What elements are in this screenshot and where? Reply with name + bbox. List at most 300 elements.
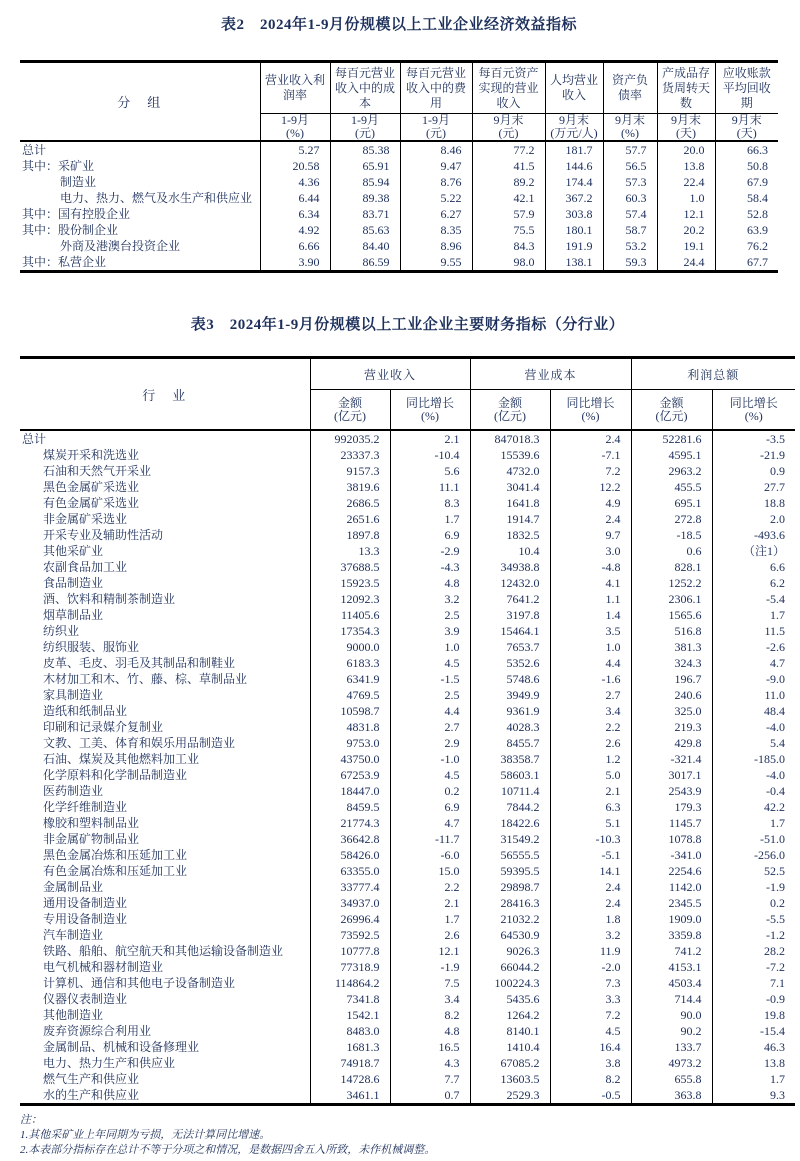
table-row [20, 911, 795, 927]
cell-value: 4831.8 [310, 719, 390, 735]
row-label: 酒、饮料和精制茶制造业 [43, 592, 176, 606]
cell-value: 66044.2 [470, 959, 550, 975]
table-row [20, 655, 795, 671]
row-label: 其中：国有控股企业 [22, 207, 131, 221]
cell-value: 2.7 [390, 719, 470, 735]
row-label: 文教、工美、体育和娱乐用品制造业 [43, 736, 236, 750]
cell-value: 8.2 [550, 1071, 631, 1087]
cell-value: 13.3 [310, 543, 390, 559]
cell-value: 1.8 [550, 911, 631, 927]
table-row [20, 447, 795, 463]
row-label: 专用设备制造业 [43, 912, 128, 926]
cell-value: 180.1 [545, 222, 603, 238]
cell-value: 9000.0 [310, 639, 390, 655]
cell-value: 33777.4 [310, 879, 390, 895]
cell-value: 13.8 [712, 1055, 795, 1071]
cell-value: -185.0 [712, 751, 795, 767]
cell-value: 2.5 [390, 687, 470, 703]
row-label: 电力、热力生产和供应业 [43, 1056, 176, 1070]
column-header: 应收账款平均回收期 [715, 62, 778, 114]
cell-value: 11.5 [712, 623, 795, 639]
cell-value: 8455.7 [470, 735, 550, 751]
cell-value: 1914.7 [470, 511, 550, 527]
cell-value: 85.94 [330, 174, 400, 190]
cell-value: 1.0 [550, 639, 631, 655]
table3-financial-indicators [20, 356, 795, 1106]
row-label: 黑色金属矿采选业 [43, 480, 140, 494]
cell-value: 6.27 [400, 206, 472, 222]
cell-value: 43750.0 [310, 751, 390, 767]
cell-value: 181.7 [545, 141, 603, 158]
cell-value: 12.1 [390, 943, 470, 959]
cell-value: -9.0 [712, 671, 795, 687]
cell-value: 4028.3 [470, 719, 550, 735]
cell-value: 11.9 [550, 943, 631, 959]
table-row [20, 607, 795, 623]
cell-value: 2963.2 [631, 463, 712, 479]
row-label: 通用设备制造业 [43, 896, 128, 910]
cell-value: 2543.9 [631, 783, 712, 799]
table-row [20, 751, 795, 767]
cell-value: 455.5 [631, 479, 712, 495]
table-row [20, 879, 795, 895]
cell-value: 7653.7 [470, 639, 550, 655]
cell-value: 3461.1 [310, 1087, 390, 1105]
cell-value: 363.8 [631, 1087, 712, 1105]
cell-value: 4503.4 [631, 975, 712, 991]
cell-value: 4.9 [550, 495, 631, 511]
cell-value: 2.6 [390, 927, 470, 943]
cell-value: -11.7 [390, 831, 470, 847]
cell-value: 10777.8 [310, 943, 390, 959]
cell-value: 41.5 [472, 158, 545, 174]
cell-value: 8.35 [400, 222, 472, 238]
table-row [20, 1039, 795, 1055]
cell-value: 4.5 [390, 655, 470, 671]
cell-value: 50.8 [715, 158, 778, 174]
cell-value: 324.3 [631, 655, 712, 671]
cell-value: 3.5 [550, 623, 631, 639]
row-label: 其中：私营企业 [22, 255, 107, 269]
cell-value: 1897.8 [310, 527, 390, 543]
row-label: 黑色金属冶炼和压延加工业 [43, 848, 188, 862]
table-row [20, 943, 795, 959]
cell-value: 3359.8 [631, 927, 712, 943]
cell-value: -1.5 [390, 671, 470, 687]
cell-value: 138.1 [545, 254, 603, 272]
table2-economic-indicators [20, 60, 778, 273]
cell-value: 13.8 [657, 158, 715, 174]
cell-value: 13603.5 [470, 1071, 550, 1087]
row-label: 食品制造业 [43, 576, 104, 590]
cell-value: 133.7 [631, 1039, 712, 1055]
table-row [20, 767, 795, 783]
cell-value: 2529.3 [470, 1087, 550, 1105]
table2-row-header: 分 组 [20, 62, 260, 142]
cell-value: 10.4 [470, 543, 550, 559]
table-row [20, 1087, 795, 1105]
cell-value: 77318.9 [310, 959, 390, 975]
table-row [20, 703, 795, 719]
cell-value: -1.9 [712, 879, 795, 895]
cell-value: 34937.0 [310, 895, 390, 911]
cell-value: -4.8 [550, 559, 631, 575]
column-header: 资产负债率 [603, 62, 657, 114]
table-row [20, 463, 795, 479]
cell-value: 60.3 [603, 190, 657, 206]
cell-value: 429.8 [631, 735, 712, 751]
row-label: 有色金属冶炼和压延加工业 [43, 864, 188, 878]
cell-value: 303.8 [545, 206, 603, 222]
table-row [20, 591, 795, 607]
row-label: 燃气生产和供应业 [43, 1072, 140, 1086]
cell-value: 34938.8 [470, 559, 550, 575]
cell-value: 2.5 [390, 607, 470, 623]
row-label: 电力、热力、燃气及水生产和供应业 [60, 191, 253, 205]
cell-value: 15539.6 [470, 447, 550, 463]
cell-value: 65.91 [330, 158, 400, 174]
cell-value: 58603.1 [470, 767, 550, 783]
cell-value: 3.2 [550, 927, 631, 943]
cell-value: 3.2 [390, 591, 470, 607]
table-row [20, 831, 795, 847]
cell-value: 2.4 [550, 895, 631, 911]
cell-value: 57.7 [603, 141, 657, 158]
cell-value: 86.59 [330, 254, 400, 272]
cell-value: -5.5 [712, 911, 795, 927]
cell-value: 714.4 [631, 991, 712, 1007]
subcolumn-header: 金额 (亿元) [631, 390, 712, 431]
cell-value: -341.0 [631, 847, 712, 863]
row-label: 其中：采矿业 [22, 159, 95, 173]
cell-value: 3.90 [260, 254, 330, 272]
row-label: 金属制品业 [43, 880, 104, 894]
cell-value: 7.5 [390, 975, 470, 991]
row-label: 煤炭开采和洗选业 [43, 448, 140, 462]
cell-value: -0.9 [712, 991, 795, 1007]
cell-value: 20.2 [657, 222, 715, 238]
cell-value: 4595.1 [631, 447, 712, 463]
cell-value: 114864.2 [310, 975, 390, 991]
cell-value: 196.7 [631, 671, 712, 687]
row-label: 电气机械和器材制造业 [43, 960, 164, 974]
cell-value: 6183.3 [310, 655, 390, 671]
cell-value: 85.38 [330, 141, 400, 158]
cell-value: 8483.0 [310, 1023, 390, 1039]
cell-value: 36642.8 [310, 831, 390, 847]
cell-value: 31549.2 [470, 831, 550, 847]
row-label: 制造业 [60, 175, 97, 189]
cell-value: 6.9 [390, 527, 470, 543]
cell-value: 18447.0 [310, 783, 390, 799]
cell-value: 2686.5 [310, 495, 390, 511]
row-label: 化学纤维制造业 [43, 800, 128, 814]
cell-value: 59395.5 [470, 863, 550, 879]
table-row [20, 222, 778, 238]
cell-value: 4.7 [390, 815, 470, 831]
table-row [20, 1007, 795, 1023]
table-row [20, 639, 795, 655]
cell-value: 4732.0 [470, 463, 550, 479]
cell-value: 7.2 [550, 1007, 631, 1023]
cell-value: 28.2 [712, 943, 795, 959]
cell-value: -1.6 [550, 671, 631, 687]
cell-value: 74918.7 [310, 1055, 390, 1071]
cell-value: 67.9 [715, 174, 778, 190]
cell-value: -1.9 [390, 959, 470, 975]
cell-value: 4.5 [390, 767, 470, 783]
cell-value: 15.0 [390, 863, 470, 879]
row-label: 汽车制造业 [43, 928, 104, 942]
cell-value: 63.9 [715, 222, 778, 238]
cell-value: 11.1 [390, 479, 470, 495]
table2-title: 表2 2024年1-9月份规模以上工业企业经济效益指标 [221, 17, 577, 33]
cell-value: 9026.3 [470, 943, 550, 959]
cell-value: 4.8 [390, 1023, 470, 1039]
cell-value: 76.2 [715, 238, 778, 254]
table3-group-row [20, 358, 795, 390]
table3-body [20, 430, 795, 1105]
table-row [20, 141, 778, 158]
row-label: 有色金属矿采选业 [43, 496, 140, 510]
cell-value: 89.2 [472, 174, 545, 190]
cell-value: 10711.4 [470, 783, 550, 799]
cell-value: 6341.9 [310, 671, 390, 687]
subcolumn-header: 金额 (亿元) [470, 390, 550, 431]
cell-value: 38358.7 [470, 751, 550, 767]
table-row [20, 254, 778, 272]
cell-value: -0.5 [550, 1087, 631, 1105]
cell-value: 20.0 [657, 141, 715, 158]
cell-value: 10598.7 [310, 703, 390, 719]
cell-value: 16.4 [550, 1039, 631, 1055]
cell-value: 17354.3 [310, 623, 390, 639]
cell-value: 1.7 [390, 911, 470, 927]
cell-value: 516.8 [631, 623, 712, 639]
column-header: 产成品存货周转天数 [657, 62, 715, 114]
cell-value: 4769.5 [310, 687, 390, 703]
cell-value: 1410.4 [470, 1039, 550, 1055]
cell-value: 6.34 [260, 206, 330, 222]
cell-value: 741.2 [631, 943, 712, 959]
cell-value: 22.4 [657, 174, 715, 190]
cell-value: 5352.6 [470, 655, 550, 671]
cell-value: -5.1 [550, 847, 631, 863]
cell-value: 6.66 [260, 238, 330, 254]
table-row [20, 799, 795, 815]
row-label: 非金属矿物制品业 [43, 832, 140, 846]
cell-value: 14.1 [550, 863, 631, 879]
row-label: 印刷和记录媒介复制业 [43, 720, 164, 734]
cell-value: 5.1 [550, 815, 631, 831]
cell-value: 85.63 [330, 222, 400, 238]
row-label: 纺织服装、服饰业 [43, 640, 140, 654]
cell-value: 1145.7 [631, 815, 712, 831]
cell-value: -493.6 [712, 527, 795, 543]
cell-value: 52.8 [715, 206, 778, 222]
cell-value: 3.3 [550, 991, 631, 1007]
cell-value: 1681.3 [310, 1039, 390, 1055]
row-label: 纺织业 [43, 624, 80, 638]
cell-value: 7844.2 [470, 799, 550, 815]
cell-value: 19.1 [657, 238, 715, 254]
cell-value: 7.1 [712, 975, 795, 991]
column-unit: 9月末 (天) [657, 114, 715, 142]
row-label: 仪器仪表制造业 [43, 992, 128, 1006]
cell-value: 58.7 [603, 222, 657, 238]
table-row [20, 1071, 795, 1087]
cell-value: 3.9 [390, 623, 470, 639]
cell-value: 2.6 [550, 735, 631, 751]
cell-value: -1.0 [390, 751, 470, 767]
column-unit: 1-9月 (%) [260, 114, 330, 142]
cell-value: 5.22 [400, 190, 472, 206]
table-row [20, 511, 795, 527]
cell-value: 1542.1 [310, 1007, 390, 1023]
cell-value: 6.6 [712, 559, 795, 575]
cell-value: -7.2 [712, 959, 795, 975]
cell-value: 1909.0 [631, 911, 712, 927]
cell-value: 4.5 [550, 1023, 631, 1039]
cell-value: -3.5 [712, 430, 795, 447]
cell-value: -7.1 [550, 447, 631, 463]
table2-header-row [20, 62, 778, 114]
cell-value: 77.2 [472, 141, 545, 158]
table-row [20, 847, 795, 863]
table-row [20, 671, 795, 687]
cell-value: -2.0 [550, 959, 631, 975]
cell-value: 4.4 [390, 703, 470, 719]
cell-value: 1.0 [390, 639, 470, 655]
table-row [20, 174, 778, 190]
notes-heading: 注： [20, 1114, 42, 1126]
cell-value: 325.0 [631, 703, 712, 719]
cell-value: 64530.9 [470, 927, 550, 943]
table3-title: 表3 2024年1-9月份规模以上工业企业主要财务指标（分行业） [190, 317, 625, 333]
column-unit: 9月末 (天) [715, 114, 778, 142]
cell-value: 2.4 [550, 879, 631, 895]
table2-body [20, 141, 778, 272]
cell-value: 57.4 [603, 206, 657, 222]
cell-value: 144.6 [545, 158, 603, 174]
cell-value: 100224.3 [470, 975, 550, 991]
cell-value: （注1） [712, 543, 795, 559]
cell-value: 3197.8 [470, 607, 550, 623]
cell-value: 23337.3 [310, 447, 390, 463]
cell-value: 7.2 [550, 463, 631, 479]
table-row [20, 735, 795, 751]
table-row [20, 719, 795, 735]
row-label: 化学原料和化学制品制造业 [43, 768, 188, 782]
row-label: 其他制造业 [43, 1008, 104, 1022]
subcolumn-header: 同比增长 (%) [390, 390, 470, 431]
cell-value: 219.3 [631, 719, 712, 735]
cell-value: 240.6 [631, 687, 712, 703]
cell-value: 6.44 [260, 190, 330, 206]
cell-value: 27.7 [712, 479, 795, 495]
cell-value: 2.9 [390, 735, 470, 751]
row-label: 石油和天然气开采业 [43, 464, 152, 478]
cell-value: 84.40 [330, 238, 400, 254]
cell-value: -6.0 [390, 847, 470, 863]
cell-value: 1142.0 [631, 879, 712, 895]
cell-value: 1078.8 [631, 831, 712, 847]
cell-value: 1252.2 [631, 575, 712, 591]
cell-value: 67085.2 [470, 1055, 550, 1071]
table-row [20, 623, 795, 639]
cell-value: 66.3 [715, 141, 778, 158]
group-header: 利润总额 [631, 358, 795, 390]
cell-value: 5.4 [712, 735, 795, 751]
cell-value: 46.3 [712, 1039, 795, 1055]
cell-value: 5.6 [390, 463, 470, 479]
cell-value: 2.4 [550, 511, 631, 527]
cell-value: 8.46 [400, 141, 472, 158]
row-label: 农副食品加工业 [43, 560, 128, 574]
cell-value: 56.5 [603, 158, 657, 174]
cell-value: 2.4 [550, 430, 631, 447]
cell-value: 26996.4 [310, 911, 390, 927]
cell-value: 9753.0 [310, 735, 390, 751]
row-label: 石油、煤炭及其他燃料加工业 [43, 752, 200, 766]
cell-value: 56555.5 [470, 847, 550, 863]
cell-value: 58.4 [715, 190, 778, 206]
cell-value: 1565.6 [631, 607, 712, 623]
table-row [20, 206, 778, 222]
row-label: 其中：股份制企业 [22, 223, 119, 237]
cell-value: 2.7 [550, 687, 631, 703]
table-row [20, 495, 795, 511]
cell-value: 2.1 [550, 783, 631, 799]
cell-value: 12432.0 [470, 575, 550, 591]
cell-value: -4.0 [712, 719, 795, 735]
cell-value: 179.3 [631, 799, 712, 815]
table-row [20, 158, 778, 174]
row-label: 开采专业及辅助性活动 [43, 528, 164, 542]
cell-value: 8.2 [390, 1007, 470, 1023]
cell-value: 4.8 [390, 575, 470, 591]
cell-value: 847018.3 [470, 430, 550, 447]
cell-value: 4973.2 [631, 1055, 712, 1071]
cell-value: 11.0 [712, 687, 795, 703]
cell-value: 12.1 [657, 206, 715, 222]
subcolumn-header: 金额 (亿元) [310, 390, 390, 431]
table-row [20, 575, 795, 591]
cell-value: 2.2 [550, 719, 631, 735]
table-row [20, 1055, 795, 1071]
cell-value: 67.7 [715, 254, 778, 272]
cell-value: 83.71 [330, 206, 400, 222]
cell-value: 21774.3 [310, 815, 390, 831]
row-label: 金属制品、机械和设备修理业 [43, 1040, 200, 1054]
row-label: 木材加工和木、竹、藤、棕、草制品业 [43, 672, 248, 686]
cell-value: 84.3 [472, 238, 545, 254]
cell-value: 52.5 [712, 863, 795, 879]
cell-value: 191.9 [545, 238, 603, 254]
cell-value: 4.3 [390, 1055, 470, 1071]
note-item: 2.本表部分指标存在总计不等于分项之和情况，是数据四舍五入所致，未作机械调整。 [20, 1144, 436, 1156]
column-unit: 1-9月 (元) [400, 114, 472, 142]
cell-value: 18422.6 [470, 815, 550, 831]
table-row [20, 543, 795, 559]
cell-value: -0.4 [712, 783, 795, 799]
cell-value: 90.2 [631, 1023, 712, 1039]
cell-value: 992035.2 [310, 430, 390, 447]
cell-value: 18.8 [712, 495, 795, 511]
cell-value: 24.4 [657, 254, 715, 272]
cell-value: 11405.6 [310, 607, 390, 623]
cell-value: 9157.3 [310, 463, 390, 479]
